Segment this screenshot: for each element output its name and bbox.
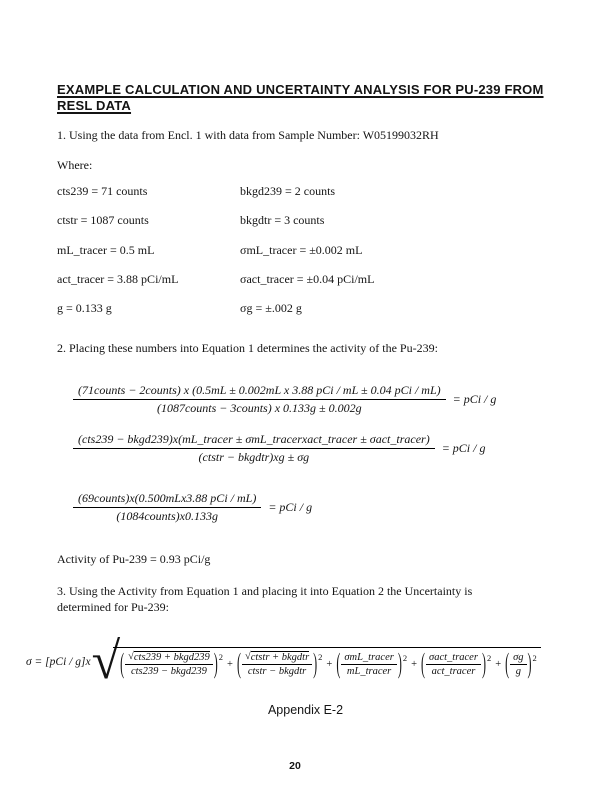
fraction-numerator: σact_tracer <box>426 652 481 665</box>
radicand: ctstr + bkgdtr <box>250 652 310 664</box>
title-line-2: RESL DATA <box>57 97 132 113</box>
fraction <box>73 383 446 416</box>
where-cell: g = 0.133 g <box>57 301 112 316</box>
right-paren: ) <box>527 646 532 680</box>
fraction <box>426 652 481 677</box>
equation-result: = pCi / g <box>268 500 313 514</box>
left-paren: ( <box>120 646 125 680</box>
sigma-prefix: σ = [pCi / g]x <box>26 656 91 669</box>
fraction-denominator: ctstr − bkgdtr <box>247 666 307 678</box>
equation-result: = pCi / g <box>441 441 486 455</box>
where-cell: bkgd239 = 2 counts <box>240 184 336 198</box>
uncertainty-term <box>335 646 408 680</box>
uncertainty-term <box>420 646 492 680</box>
where-cell: σg = ±.002 g <box>240 301 302 316</box>
inner-radical <box>245 651 309 663</box>
fraction <box>242 651 312 677</box>
left-paren: ( <box>336 646 341 680</box>
step-2-text: 2. Placing these numbers into Equation 1 determines the activity of the Pu-239: <box>57 341 438 355</box>
step-1-text: 1. Using the data from Encl. 1 with data from Sample Number: W05199032RH <box>57 128 439 142</box>
activity-result: Activity of Pu-239 = 0.93 pCi/g <box>57 552 211 566</box>
fraction-numerator <box>242 651 312 665</box>
step-3-line-1: 3. Using the Activity from Equation 1 and placing it into Equation 2 the Uncertainty is <box>57 584 473 598</box>
uncertainty-term <box>504 646 538 680</box>
plus-sign: + <box>411 658 418 670</box>
exponent: 2 <box>218 652 224 663</box>
uncertainty-equation <box>26 633 541 690</box>
fraction-denominator: (ctstr − bkgdtr)xg ± σg <box>198 450 310 464</box>
right-paren: ) <box>397 646 402 680</box>
where-cell: cts239 = 71 counts <box>57 184 148 198</box>
fraction <box>341 652 397 677</box>
where-cell: σact_tracer = ±0.04 pCi/mL <box>240 271 375 286</box>
appendix-label: Appendix E-2 <box>267 703 344 717</box>
where-cell: σmL_tracer = ±0.002 mL <box>240 242 363 257</box>
plus-sign: + <box>495 658 502 670</box>
radical <box>91 633 541 690</box>
fraction <box>73 491 261 524</box>
left-paren: ( <box>236 646 241 680</box>
where-cell: ctstr = 1087 counts <box>57 213 149 228</box>
right-paren: ) <box>213 646 218 680</box>
equation-1-numeric <box>73 383 496 416</box>
uncertainty-term <box>236 646 323 680</box>
uncertainty-term <box>119 646 224 680</box>
radical-icon: √ <box>244 651 251 663</box>
radical-icon: √ <box>128 651 134 663</box>
equation-1-simplified <box>73 491 312 524</box>
right-paren: ) <box>481 646 486 680</box>
fraction-numerator: (cts239 − bkgd239)x(mL_tracer ± σmL_tracerxact_tracer ± σact_tracer) <box>73 432 435 449</box>
fraction-numerator: σg <box>510 652 526 665</box>
left-paren: ( <box>505 646 510 680</box>
exponent: 2 <box>318 652 323 663</box>
step-3-line-2: determined for Pu-239: <box>57 599 169 614</box>
inner-radical <box>128 651 210 663</box>
fraction <box>510 652 526 677</box>
exponent: 2 <box>486 652 492 663</box>
exponent: 2 <box>532 652 537 663</box>
document-title <box>57 82 569 113</box>
fraction-denominator: mL_tracer <box>346 665 392 677</box>
where-cell: bkgdtr = 3 counts <box>240 213 325 228</box>
step-3-text <box>57 584 547 615</box>
left-paren: ( <box>421 646 426 680</box>
fraction-numerator <box>125 651 213 665</box>
plus-sign: + <box>326 658 333 670</box>
radical-icon: √ <box>91 633 121 690</box>
equation-result: = pCi / g <box>452 392 497 406</box>
radicand: cts239 + bkgd239 <box>133 652 210 664</box>
fraction-numerator: σmL_tracer <box>341 652 397 665</box>
page-number: 20 <box>289 760 301 772</box>
where-label: Where: <box>57 158 93 172</box>
radical-body <box>113 646 541 680</box>
fraction-denominator: act_tracer <box>431 665 476 677</box>
fraction-denominator: (1087counts − 3counts) x 0.133g ± 0.002g <box>156 401 362 415</box>
title-line-1: EXAMPLE CALCULATION AND UNCERTAINTY ANALYSIS FOR PU-239 FROM <box>57 82 544 97</box>
fraction-denominator: (1084counts)x0.133g <box>116 509 218 523</box>
where-cell: act_tracer = 3.88 pCi/mL <box>57 271 179 286</box>
fraction-numerator: (71counts − 2counts) x (0.5mL ± 0.002mL x 3.88 pCi / mL ± 0.04 pCi / mL) <box>73 383 446 400</box>
variable-definitions <box>57 184 374 330</box>
where-cell: mL_tracer = 0.5 mL <box>57 242 155 257</box>
equation-1-symbolic <box>73 432 485 465</box>
fraction <box>125 651 213 677</box>
fraction-numerator: (69counts)x(0.500mLx3.88 pCi / mL) <box>73 491 261 508</box>
exponent: 2 <box>402 652 408 663</box>
fraction-denominator: g <box>515 665 521 677</box>
right-paren: ) <box>313 646 318 680</box>
fraction <box>73 432 435 465</box>
plus-sign: + <box>227 658 233 670</box>
fraction-denominator: cts239 − bkgd239 <box>130 666 207 678</box>
